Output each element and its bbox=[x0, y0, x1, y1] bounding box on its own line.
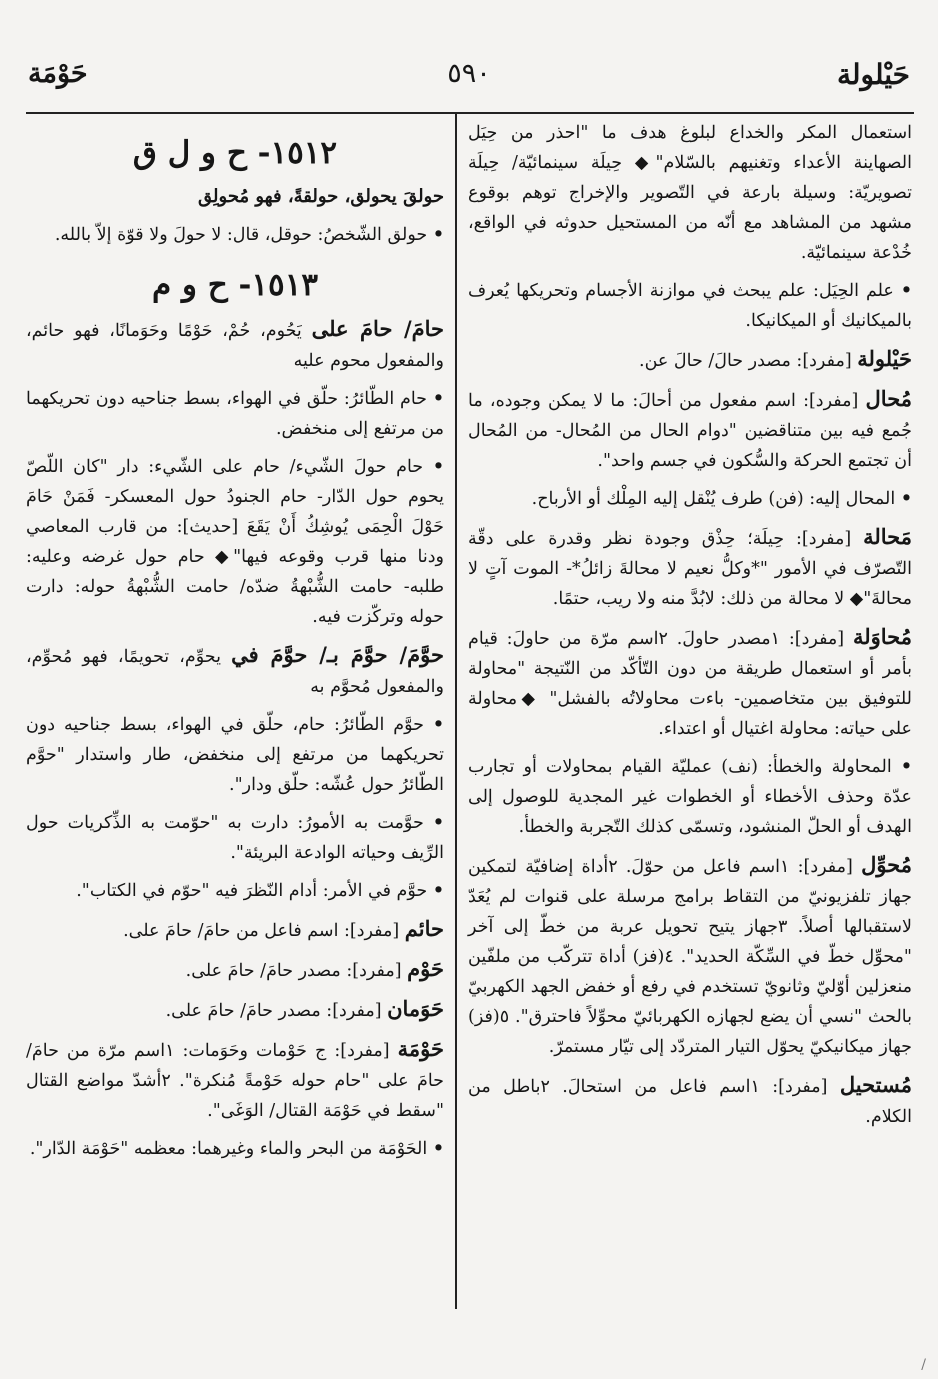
entry-headword: حَيْلولة bbox=[857, 346, 912, 371]
dictionary-entry bbox=[468, 344, 912, 376]
column-divider bbox=[455, 114, 457, 1309]
entry-headword: حَوَمان bbox=[387, 996, 444, 1021]
sub-entry-text: حولق الشّخصُ: حوقل، قال: لا حولَ ولا قوّة إلاّ بالله. bbox=[54, 225, 433, 245]
bullet-icon: • bbox=[432, 881, 444, 901]
bullet-icon: • bbox=[900, 489, 912, 509]
sub-entry-text: المحاولة والخطأ: (نف) عمليّة القيام بمحاولات أو تجارب عدّة وحذف الأخطاء أو الخطوات غير المجدية للوصول إلى الهدف أو الحلّ المنشود، وتسمّى كذلك التّجربة والخطأ. bbox=[468, 757, 912, 837]
root-heading: ١٥١٢- ح و ل ق bbox=[132, 135, 338, 171]
sub-entry-text: حام حولَ الشّيء/ حام على الشّيء: دار "كان اللّصّ يحوم حول الدّار- حام الجنودُ حول المعسكر- فَمَنْ حَامَ حَوْلَ الْحِمَى يُوشِكُ أَنْ يَقَعَ [حديث]: من قارب المعاصي ودنا منها قرب وقوعه فيها"◆ حام حول غرضه وعليه: طلبه- حامت الشُّبْهةُ ضدّه/ حامت الشُّبْهةُ حوله: دارت حوله وتركّزت فيه. bbox=[26, 457, 444, 627]
sub-entry bbox=[26, 384, 444, 444]
sub-entry bbox=[468, 752, 912, 842]
entry-definition: يحوِّم، تحويمًا، فهو مُحوِّم، والمفعول مُحوَّم به bbox=[26, 647, 444, 697]
entry-headword: مَحالة bbox=[863, 524, 912, 549]
entry-headword: حَوْم bbox=[407, 956, 444, 981]
dictionary-entry bbox=[26, 314, 444, 376]
bullet-icon: • bbox=[900, 757, 912, 777]
header-first-word: حَيْلولة bbox=[836, 58, 910, 91]
bullet-icon: • bbox=[900, 281, 912, 301]
dictionary-entry bbox=[468, 850, 912, 1062]
bullet-icon: • bbox=[432, 813, 444, 833]
dictionary-entry bbox=[468, 522, 912, 614]
dictionary-entry bbox=[26, 994, 444, 1026]
bullet-icon: • bbox=[432, 715, 444, 735]
dictionary-entry bbox=[468, 1070, 912, 1132]
entry-definition: [مفرد]: مصدر حامَ/ حامَ على. bbox=[165, 1001, 388, 1021]
scan-mark: / bbox=[921, 1357, 926, 1373]
dictionary-entry bbox=[468, 622, 912, 744]
entry-definition: [مفرد]: ١مصدر حاولَ. ٢اسم مرّة من حاولَ: قيام بأمر أو استعمال طريقة من دون التّأكّد من النّتيجة "محاولة للتوفيق بين متخاصمين- باءت محاولاتُه بالفشل" ◆محاولة على حياته: محاولة اغتيال أو اعتداء. bbox=[468, 629, 912, 739]
bullet-icon: • bbox=[432, 389, 444, 409]
sub-entry-text: حوَّمت به الأمورُ: دارت به "حوّمت به الذِّكريات حول الرِّيف وحياته الوادعة البريئة". bbox=[26, 813, 444, 863]
dictionary-entry bbox=[26, 1034, 444, 1126]
entry-headword: حوَّمَ/ حوَّمَ بـ/ حوَّمَ في bbox=[231, 642, 444, 667]
sub-entry bbox=[468, 484, 912, 514]
sub-entry bbox=[468, 276, 912, 336]
entry-definition: [مفرد]: مصدر حامَ/ حامَ على. bbox=[185, 961, 408, 981]
sub-entry bbox=[26, 452, 444, 632]
sub-entry bbox=[26, 710, 444, 800]
root-heading: ١٥١٣- ح و م bbox=[151, 267, 319, 303]
bullet-icon: • bbox=[432, 225, 444, 245]
entry-headword: مُستحيل bbox=[839, 1072, 912, 1097]
entry-headword: مُحوِّل bbox=[861, 852, 912, 877]
dictionary-entry bbox=[26, 954, 444, 986]
entry-definition: يَحُوم، حُمْ، حَوْمًا وحَوَمانًا، فهو حائم، والمفعول محوم عليه bbox=[26, 321, 444, 371]
page-header bbox=[28, 48, 910, 102]
header-last-word: حَوْمَة bbox=[28, 58, 88, 89]
dictionary-entry bbox=[26, 914, 444, 946]
left-column bbox=[26, 118, 444, 1172]
sub-entry-text: الحَوْمَة من البحر والماء وغيرهما: معظمه "حَوْمَة الدّار". bbox=[29, 1139, 433, 1159]
entry-headword: حامَ/ حامَ على bbox=[311, 316, 444, 341]
sub-entry-text: حوَّم في الأمر: أدام النّظرَ فيه "حوّم في الكتاب". bbox=[76, 881, 433, 901]
right-column bbox=[468, 118, 912, 1140]
entry-definition: [مفرد]: مصدر حالَ/ حالَ عن. bbox=[639, 351, 858, 371]
entry-headword: حَوْمَة bbox=[397, 1036, 444, 1061]
entry-definition: [مفرد]: ج حَوْمات وحَوَمات: ١اسم مرّة من حامَ/ حامَ على "حام حوله حَوْمةً مُنكرة". ٢أشدّ مواضع القتال "سقط في حَوْمَة القتال/ الوَغَى". bbox=[26, 1041, 444, 1121]
sub-entry bbox=[26, 876, 444, 906]
sub-entry bbox=[26, 220, 444, 250]
sub-entry-text: حام الطّائرُ: حلّق في الهواء، بسط جناحيه دون تحريكهما من مرتفع إلى منخفض. bbox=[26, 389, 444, 439]
entry-definition: [مفرد]: حِيلَة؛ حِذْق وجودة نظر وقدرة على دقّة التّصرّف في الأمور "*وكلُّ نعيم لا محالةَ زائلُ*- الموت آتٍ لا محالةَ"◆ لا محالة من ذلك: لابُدَّ منه ولا ريب، حتمًا. bbox=[468, 529, 912, 609]
entry-headword: حائم bbox=[404, 916, 444, 941]
root-verb-line: حولقَ يحولق، حولقةً، فهو مُحولِق bbox=[198, 186, 444, 207]
continuation-paragraph: استعمال المكر والخداع لبلوغ هدف ما "احذر من حِيَل الصهاينة الأعداء وتغنيهم بالسّلام"◆ حِيلَة سينمائيّة/ حِيلَة تصويريّة: وسيلة بارعة في التّصوير والإخراج توهم بوقوع مشهد من المشاهد مع أنّه من المستحيل حدوثه في الواقع، خُدْعة سينمائيّة. bbox=[468, 123, 912, 263]
sub-entry-text: المحال إليه: (فن) طرف يُنْقل إليه المِلْك أو الأرباح. bbox=[531, 489, 901, 509]
sub-entry-text: حوَّم الطّائرُ: حام، حلّق في الهواء، بسط جناحيه دون تحريكهما من مرتفع إلى منخفض، طار واستدار "حوَّم الطّائرُ حول عُشّه: حلّق ودار". bbox=[26, 715, 444, 795]
dictionary-entry bbox=[26, 640, 444, 702]
sub-entry-text: علم الحِيَل: علم يبحث في موازنة الأجسام وتحريكها يُعرف بالميكانيك أو الميكانيكا. bbox=[468, 281, 912, 331]
entry-definition: [مفرد]: ١اسم فاعل من حوّلَ. ٢أداة إضافيّة لتمكين جهاز تلفزيونيّ من التقاط برامج مرسلة على قنوات لم يُعَدّ لاستقبالها أصلاً. ٣جهاز يتيح تحويل عربة من خطّ إلى آخر "محوِّل خطّ في السِّكّة الحديد". ٤(فز) أداة تتركّب من ملفّين منعزلين أوّليّ وثانويّ تستخدم في رفع أو خفض الجهد الكهربيّ بالحث "نسي أن يضع لجهازه الكهربائيّ محوِّلاً فاحترق". ٥(فز) جهاز ميكانيكيّ يحوّل التيار المتردّد إلى تيّار مستمرّ. bbox=[468, 857, 912, 1057]
page-number: ٥٩٠ bbox=[447, 58, 491, 89]
entry-headword: مُحاوَلة bbox=[852, 624, 912, 649]
header-rule bbox=[26, 112, 914, 114]
entry-headword: مُحال bbox=[865, 386, 912, 411]
bullet-icon: • bbox=[432, 1139, 444, 1159]
sub-entry bbox=[26, 1134, 444, 1164]
entry-definition: [مفرد]: اسم مفعول من أحالَ: ما لا يمكن وجوده، ما جُمع فيه بين متناقضين "دوام الحال من المُحال- من المُحال أن تجتمع الحركة والسُّكون في جسم واحد". bbox=[468, 391, 912, 471]
sub-entry bbox=[26, 808, 444, 868]
entry-definition: [مفرد]: اسم فاعل من حامَ/ حامَ على. bbox=[123, 921, 405, 941]
bullet-icon: • bbox=[432, 457, 444, 477]
dictionary-entry bbox=[468, 384, 912, 476]
entry-definition: [مفرد]: ١اسم فاعل من استحالَ. ٢باطل من الكلام. bbox=[468, 1077, 912, 1127]
